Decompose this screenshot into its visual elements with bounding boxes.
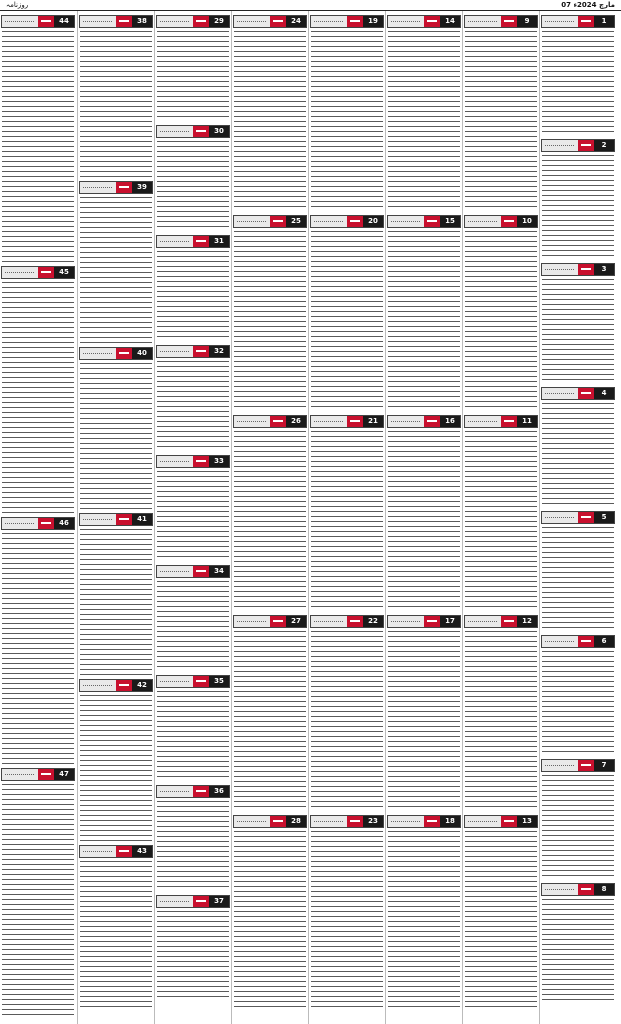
brand-logo-icon [38,16,54,27]
item-header [387,215,461,228]
brand-logo-icon [116,16,132,27]
column [77,11,154,1024]
headline-placeholder [545,889,574,890]
headline-placeholder [160,461,189,462]
item-number: 5 [594,512,614,523]
item-number: 23 [363,816,383,827]
item-number: 11 [517,416,537,427]
headline-placeholder [160,351,189,352]
news-item [232,815,308,1011]
article-body [2,280,74,513]
news-item [155,455,231,561]
headline-placeholder [83,851,112,852]
header-publication: روزنامہ [6,1,29,9]
column [231,11,308,1024]
headline-placeholder [545,145,574,146]
brand-logo-icon [347,816,363,827]
brand-logo-icon [578,264,594,275]
article-body [157,29,229,121]
headline-placeholder [545,765,574,766]
item-header [79,181,153,194]
news-item [309,215,385,411]
item-number: 32 [209,346,229,357]
headline-placeholder [391,221,420,222]
article-body [388,429,460,611]
item-number: 38 [132,16,152,27]
headline-placeholder [314,221,343,222]
news-item [0,517,76,764]
item-header [310,815,384,828]
brand-logo-icon [501,616,517,627]
brand-logo-icon [116,182,132,193]
article-body [388,29,460,211]
news-item [463,215,539,411]
brand-logo-icon [578,636,594,647]
brand-logo-icon [270,16,286,27]
headline-placeholder [468,821,497,822]
item-number: 1 [594,16,614,27]
article-body [388,629,460,811]
item-header [310,15,384,28]
item-header [156,125,230,138]
item-number: 19 [363,16,383,27]
news-item [0,768,76,1015]
brand-logo-icon [270,416,286,427]
item-header [79,347,153,360]
item-number: 30 [209,126,229,137]
column [154,11,231,1024]
article-body [542,773,614,879]
item-number: 9 [517,16,537,27]
item-header [233,15,307,28]
headline-placeholder [468,621,497,622]
brand-logo-icon [193,456,209,467]
item-header [541,759,615,772]
headline-placeholder [237,621,266,622]
brand-logo-icon [116,348,132,359]
headline-placeholder [468,221,497,222]
item-header [156,235,230,248]
item-number: 33 [209,456,229,467]
item-number: 14 [440,16,460,27]
column [462,11,539,1024]
header-date: 07 مارچ 2024ء [561,1,615,9]
item-header [541,387,615,400]
article-body [157,359,229,451]
headline-placeholder [160,131,189,132]
news-item [386,15,462,211]
brand-logo-icon [193,896,209,907]
item-header [233,815,307,828]
item-header [464,815,538,828]
item-number: 36 [209,786,229,797]
article-body [388,229,460,411]
item-header [310,615,384,628]
news-item [78,513,154,675]
article-body [80,693,152,841]
article-body [542,897,614,1003]
brand-logo-icon [424,16,440,27]
brand-logo-icon [578,760,594,771]
headline-placeholder [545,21,574,22]
item-header [541,139,615,152]
news-item [0,15,76,262]
news-item [540,635,616,755]
article-body [542,649,614,755]
brand-logo-icon [501,416,517,427]
headline-placeholder [160,901,189,902]
article-body [465,829,537,1011]
item-number: 26 [286,416,306,427]
article-body [388,829,460,1011]
item-number: 10 [517,216,537,227]
item-number: 31 [209,236,229,247]
headline-placeholder [83,519,112,520]
item-header [1,768,75,781]
item-number: 24 [286,16,306,27]
headline-placeholder [5,272,34,273]
news-item [540,511,616,631]
headline-placeholder [468,21,497,22]
news-item [463,415,539,611]
article-body [542,153,614,259]
item-header [156,565,230,578]
item-number: 28 [286,816,306,827]
article-body [2,782,74,1015]
news-item [540,759,616,879]
article-body [542,277,614,383]
headline-placeholder [237,21,266,22]
article-body [234,429,306,611]
article-body [234,29,306,211]
item-number: 46 [54,518,74,529]
headline-placeholder [391,621,420,622]
item-header [233,215,307,228]
headline-placeholder [237,821,266,822]
headline-placeholder [468,421,497,422]
news-item [78,181,154,343]
article-body [234,229,306,411]
item-number: 45 [54,267,74,278]
article-body [311,229,383,411]
page-header [0,0,621,11]
article-body [234,629,306,811]
news-item [155,565,231,671]
headline-placeholder [237,421,266,422]
item-header [156,785,230,798]
brand-logo-icon [347,216,363,227]
headline-placeholder [83,685,112,686]
item-number: 43 [132,846,152,857]
item-number: 13 [517,816,537,827]
item-number: 40 [132,348,152,359]
item-header [387,415,461,428]
item-header [233,415,307,428]
article-body [542,29,614,135]
headline-placeholder [160,21,189,22]
news-item [309,815,385,1011]
news-item [386,415,462,611]
item-header [541,263,615,276]
item-header [541,635,615,648]
news-item [540,139,616,259]
article-body [311,629,383,811]
article-body [157,579,229,671]
article-body [157,689,229,781]
item-header [156,455,230,468]
item-header [156,895,230,908]
headline-placeholder [5,523,34,524]
item-header [79,845,153,858]
article-body [157,249,229,341]
article-body [542,401,614,507]
news-item [232,615,308,811]
headline-placeholder [391,421,420,422]
item-number: 16 [440,416,460,427]
news-item [540,387,616,507]
headline-placeholder [83,353,112,354]
news-item [155,895,231,1001]
headline-placeholder [5,774,34,775]
brand-logo-icon [578,388,594,399]
article-body [157,139,229,231]
brand-logo-icon [424,816,440,827]
news-item [309,615,385,811]
item-number: 3 [594,264,614,275]
brand-logo-icon [501,16,517,27]
news-item [463,815,539,1011]
item-number: 44 [54,16,74,27]
item-number: 6 [594,636,614,647]
news-item [232,415,308,611]
news-item [232,215,308,411]
article-body [234,829,306,1011]
item-header [464,415,538,428]
brand-logo-icon [116,514,132,525]
brand-logo-icon [38,769,54,780]
article-body [80,29,152,177]
news-item [0,266,76,513]
news-item [155,785,231,891]
brand-logo-icon [270,616,286,627]
news-item [309,15,385,211]
item-number: 29 [209,16,229,27]
news-item [386,815,462,1011]
item-header [464,215,538,228]
news-item [463,15,539,211]
item-number: 27 [286,616,306,627]
news-item [78,15,154,177]
brand-logo-icon [38,267,54,278]
item-header [79,15,153,28]
news-item [309,415,385,611]
item-header [1,15,75,28]
brand-logo-icon [578,16,594,27]
item-header [156,675,230,688]
item-number: 4 [594,388,614,399]
news-item [78,347,154,509]
item-header [233,615,307,628]
item-number: 35 [209,676,229,687]
brand-logo-icon [193,676,209,687]
article-body [157,469,229,561]
headline-placeholder [545,269,574,270]
headline-placeholder [5,21,34,22]
headline-placeholder [160,681,189,682]
column [308,11,385,1024]
article-body [311,829,383,1011]
headline-placeholder [545,641,574,642]
column [0,11,76,1024]
news-item [155,125,231,231]
article-body [80,361,152,509]
news-item [386,215,462,411]
item-header [1,266,75,279]
brand-logo-icon [193,126,209,137]
item-header [387,15,461,28]
item-header [541,511,615,524]
item-header [464,15,538,28]
headline-placeholder [83,21,112,22]
brand-logo-icon [347,416,363,427]
item-header [156,345,230,358]
item-header [541,883,615,896]
headline-placeholder [391,21,420,22]
article-body [2,531,74,764]
item-number: 21 [363,416,383,427]
headline-placeholder [391,821,420,822]
news-item [78,679,154,841]
item-header [156,15,230,28]
headline-placeholder [83,187,112,188]
article-body [80,195,152,343]
brand-logo-icon [193,786,209,797]
item-number: 34 [209,566,229,577]
item-number: 25 [286,216,306,227]
headline-placeholder [160,571,189,572]
news-item [540,15,616,135]
headline-placeholder [160,791,189,792]
item-number: 2 [594,140,614,151]
brand-logo-icon [424,616,440,627]
news-item [540,263,616,383]
item-number: 7 [594,760,614,771]
item-header [387,815,461,828]
article-body [311,429,383,611]
article-body [80,859,152,1007]
brand-logo-icon [578,140,594,151]
article-body [465,629,537,811]
item-number: 41 [132,514,152,525]
headline-placeholder [237,221,266,222]
item-number: 42 [132,680,152,691]
article-body [542,525,614,631]
headline-placeholder [314,821,343,822]
brand-logo-icon [38,518,54,529]
brand-logo-icon [193,346,209,357]
article-body [465,29,537,211]
brand-logo-icon [193,566,209,577]
news-item [540,883,616,1003]
item-number: 20 [363,216,383,227]
headline-placeholder [545,517,574,518]
item-header [79,679,153,692]
item-number: 18 [440,816,460,827]
news-item [78,845,154,1007]
article-body [80,527,152,675]
item-number: 22 [363,616,383,627]
brand-logo-icon [347,16,363,27]
item-header [387,615,461,628]
item-header [79,513,153,526]
item-number: 47 [54,769,74,780]
brand-logo-icon [116,846,132,857]
brand-logo-icon [501,216,517,227]
brand-logo-icon [424,416,440,427]
item-number: 8 [594,884,614,895]
brand-logo-icon [578,512,594,523]
brand-logo-icon [116,680,132,691]
item-header [464,615,538,628]
article-body [157,909,229,1001]
item-number: 15 [440,216,460,227]
item-header [310,415,384,428]
brand-logo-icon [347,616,363,627]
article-body [465,429,537,611]
item-number: 37 [209,896,229,907]
news-item [232,15,308,211]
brand-logo-icon [578,884,594,895]
article-body [2,29,74,262]
item-header [310,215,384,228]
article-body [311,29,383,211]
headline-placeholder [314,421,343,422]
news-item [155,345,231,451]
article-body [465,229,537,411]
news-item [155,235,231,341]
news-item [155,15,231,121]
item-header [1,517,75,530]
item-number: 39 [132,182,152,193]
headline-placeholder [160,241,189,242]
article-body [157,799,229,891]
brand-logo-icon [501,816,517,827]
brand-logo-icon [424,216,440,227]
brand-logo-icon [193,236,209,247]
brand-logo-icon [270,816,286,827]
news-item [155,675,231,781]
headline-placeholder [314,21,343,22]
headline-placeholder [314,621,343,622]
brand-logo-icon [193,16,209,27]
item-number: 17 [440,616,460,627]
brand-logo-icon [270,216,286,227]
item-number: 12 [517,616,537,627]
headline-placeholder [545,393,574,394]
column [385,11,462,1024]
item-header [541,15,615,28]
news-item [386,615,462,811]
news-item [463,615,539,811]
column [539,11,616,1024]
